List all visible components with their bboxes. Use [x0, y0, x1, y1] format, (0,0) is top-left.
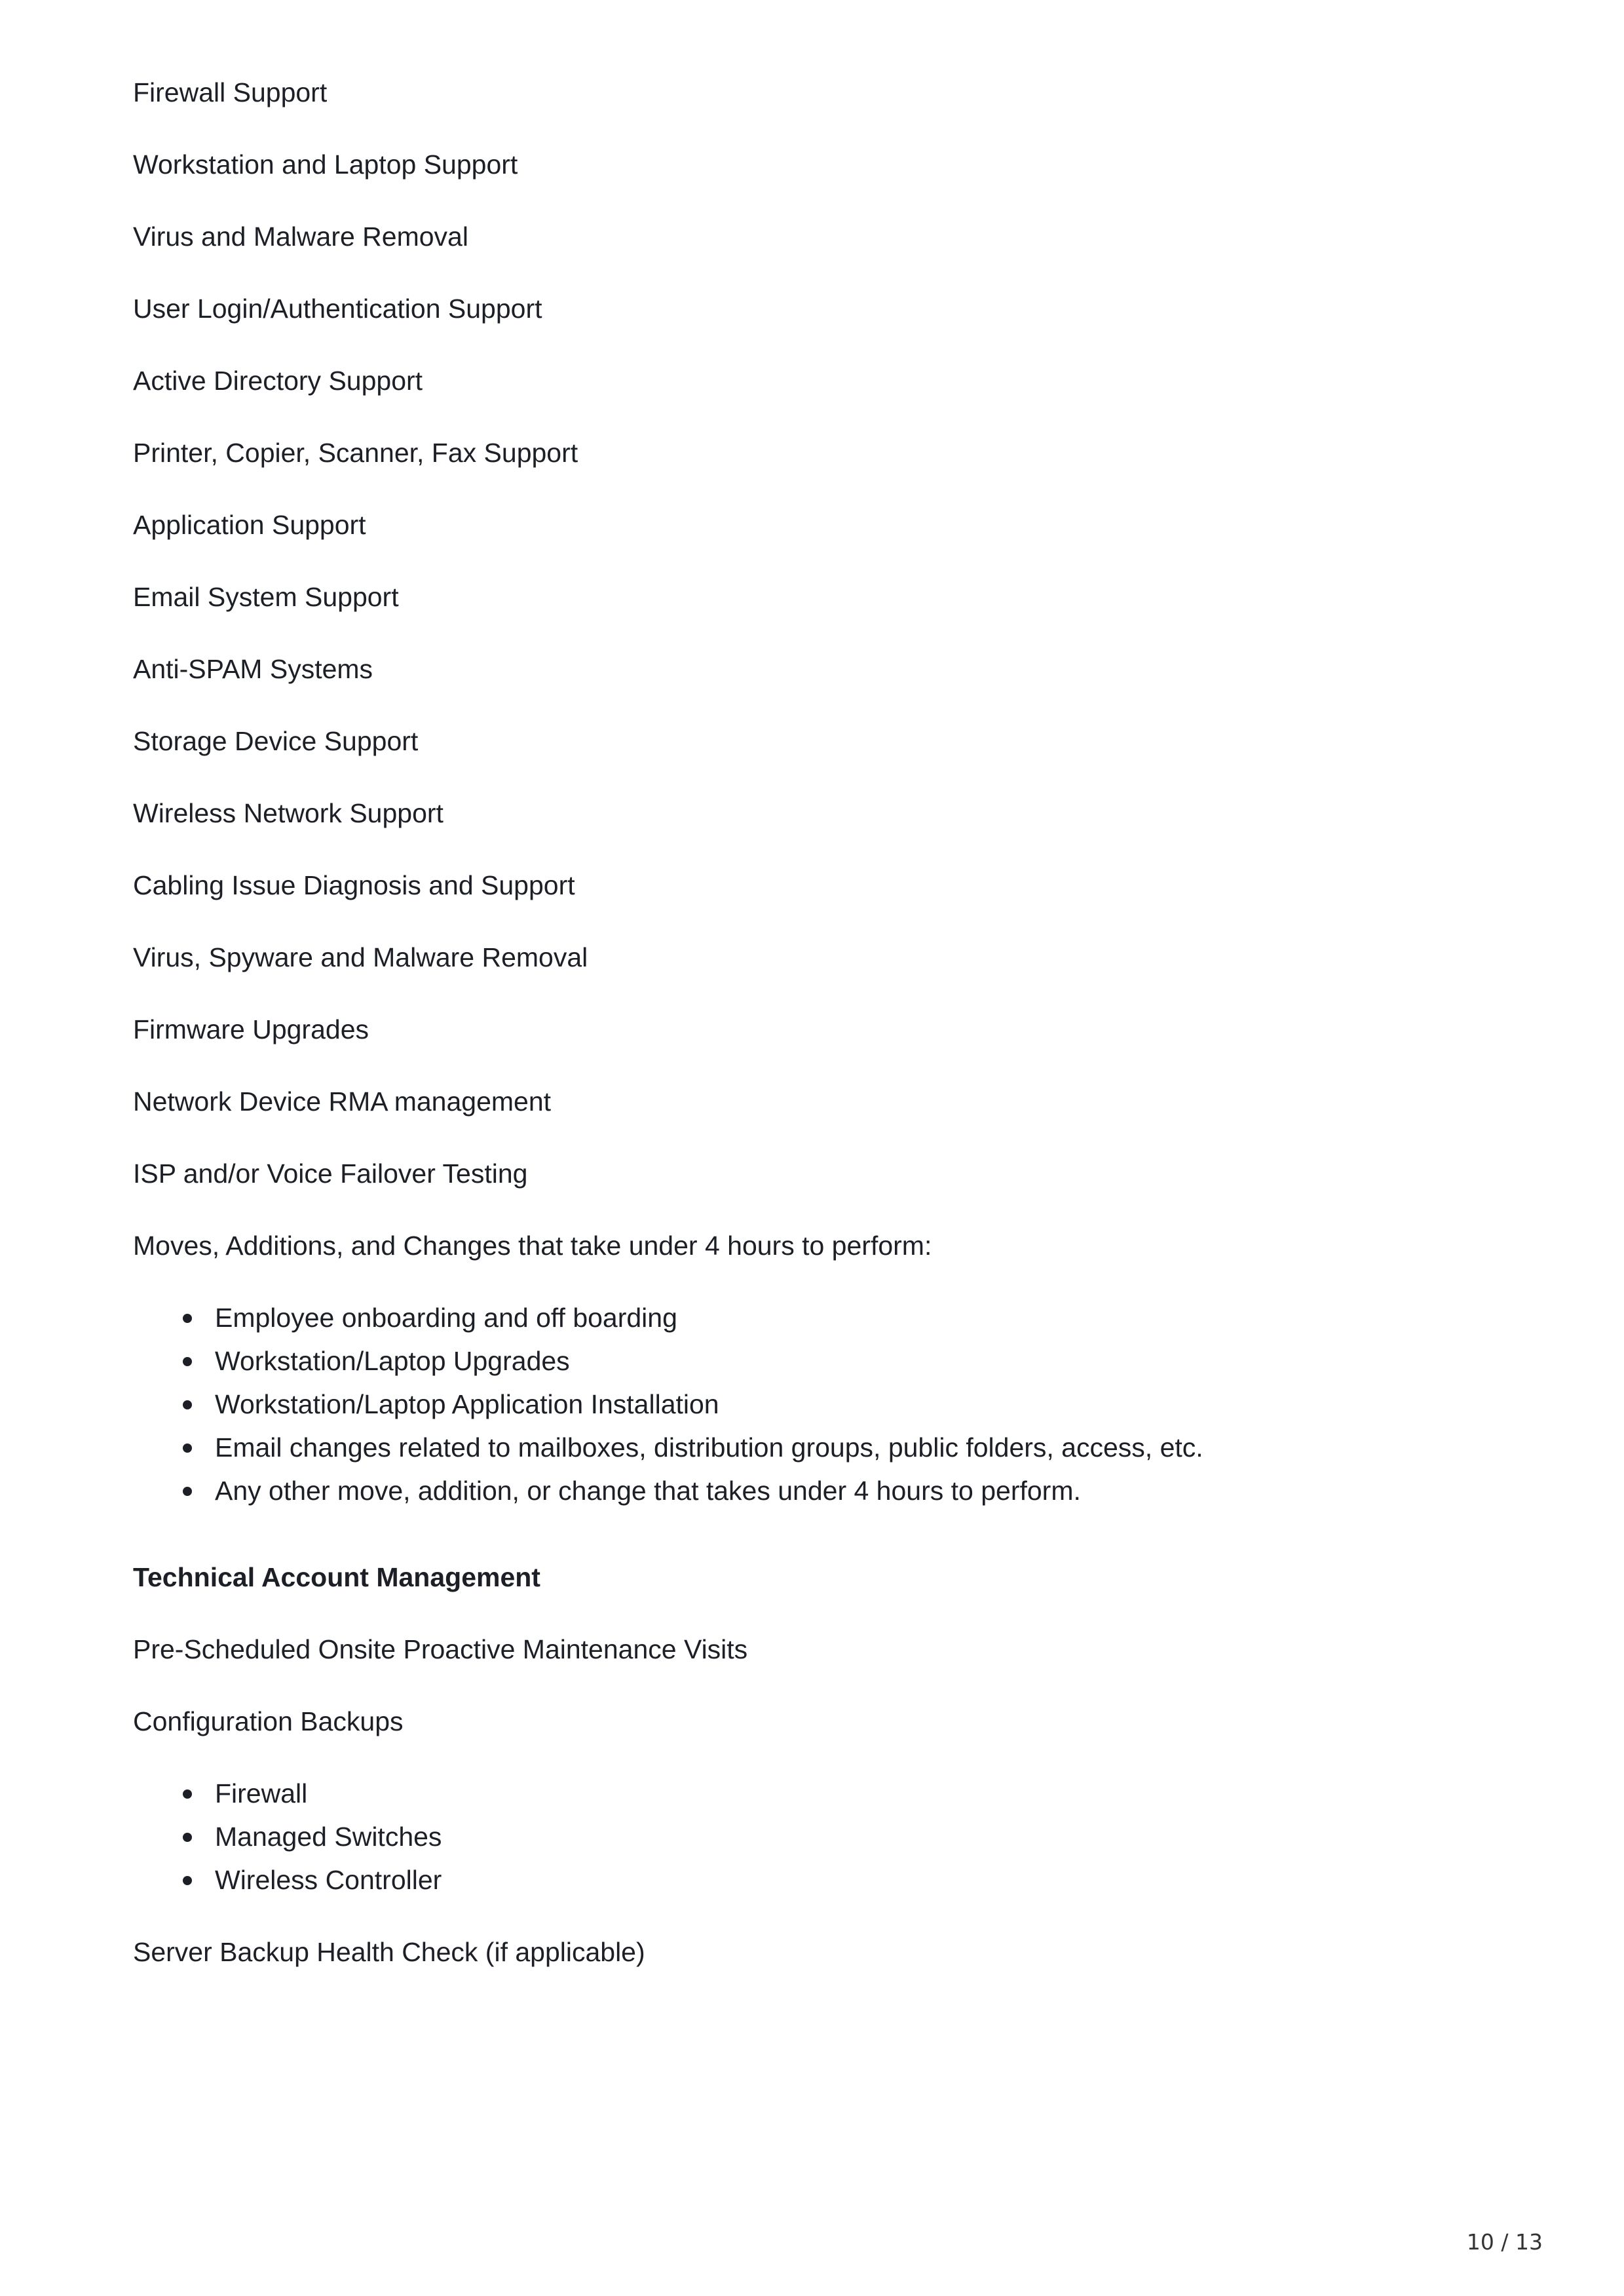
service-item: Workstation and Laptop Support: [133, 149, 518, 180]
config-backup-bullet-list: [133, 1772, 1181, 1902]
bullet-item: Any other move, addition, or change that takes under 4 hours to perform.: [133, 1469, 1302, 1512]
service-item: Firewall Support: [133, 77, 328, 107]
bullet-item: Employee onboarding and off boarding: [133, 1296, 1302, 1339]
document-body: [133, 71, 1203, 2002]
service-item: ISP and/or Voice Failover Testing: [133, 1158, 528, 1189]
mac-bullet-list: [133, 1296, 1203, 1512]
service-item: Virus and Malware Removal: [133, 221, 468, 252]
service-item: Active Directory Support: [133, 366, 423, 396]
moves-additions-changes-intro: Moves, Additions, and Changes that take under 4 hours to perform:: [133, 1231, 932, 1261]
service-item: Application Support: [133, 510, 366, 540]
service-item: Cabling Issue Diagnosis and Support: [133, 870, 575, 900]
server-backup-health-check-item: Server Backup Health Check (if applicable): [133, 1937, 645, 1967]
bullet-item: Workstation/Laptop Application Installation: [133, 1383, 1302, 1426]
service-item: Printer, Copier, Scanner, Fax Support: [133, 438, 578, 468]
bullet-item: Managed Switches: [133, 1815, 1302, 1858]
bullet-item: Firewall: [133, 1772, 1302, 1815]
bullet-item: Email changes related to mailboxes, distribution groups, public folders, access, etc.: [133, 1426, 1302, 1469]
configuration-backups-item: Configuration Backups: [133, 1706, 404, 1736]
service-item: Network Device RMA management: [133, 1086, 552, 1117]
bullet-item: Wireless Controller: [133, 1858, 1302, 1902]
service-item: Virus, Spyware and Malware Removal: [133, 942, 588, 972]
service-item: User Login/Authentication Support: [133, 294, 542, 324]
page-number: 10 / 13: [1466, 2229, 1543, 2255]
service-item: Firmware Upgrades: [133, 1014, 369, 1044]
onsite-visits-item: Pre-Scheduled Onsite Proactive Maintenance Visits: [133, 1634, 748, 1664]
service-item: Storage Device Support: [133, 726, 419, 756]
service-item: Wireless Network Support: [133, 798, 444, 828]
section-heading-technical-account-management: Technical Account Management: [133, 1562, 540, 1592]
bullet-item: Workstation/Laptop Upgrades: [133, 1339, 1302, 1383]
service-item: Email System Support: [133, 582, 399, 612]
service-item: Anti-SPAM Systems: [133, 654, 373, 684]
